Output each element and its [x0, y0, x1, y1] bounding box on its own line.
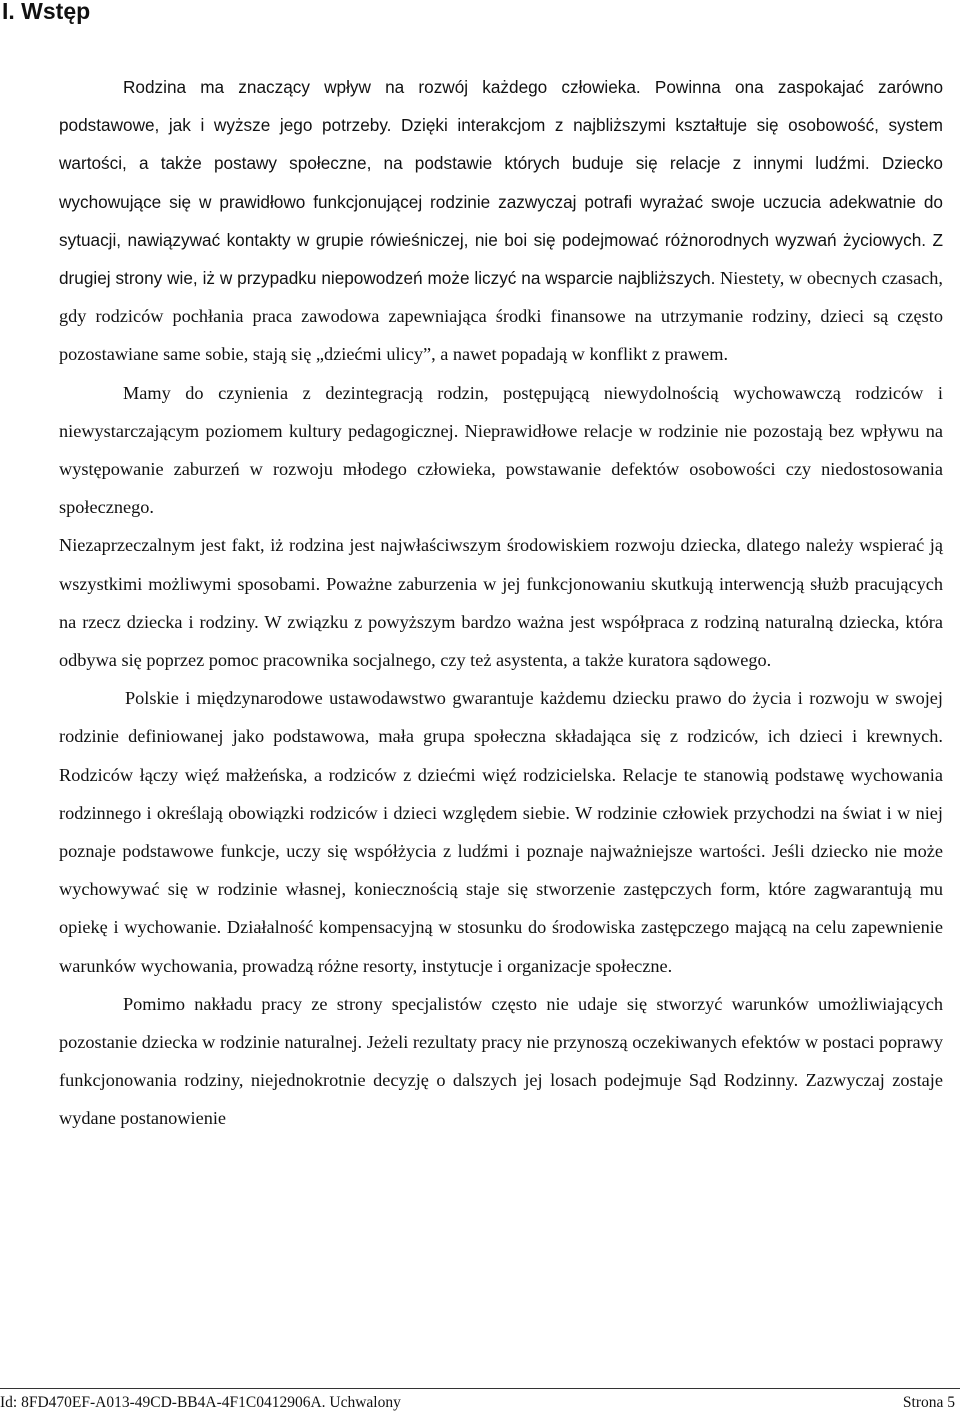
document-id: Id: 8FD470EF-A013-49CD-BB4A-4F1C0412906A. Uchwalony	[0, 1394, 401, 1411]
section-heading: I. Wstęp	[2, 0, 91, 24]
paragraph-1	[59, 68, 943, 374]
paragraph-text: Niezaprzeczalnym jest fakt, iż rodzina jest najwłaściwszym środowiskiem rozwoju dziecka, dlatego należy wspierać ją wszystkimi możliwymi sposobami. Poważne zaburzenia w jej funkcjonowaniu skutkują interwencją służb pracujących na rzecz dziecka i rodziny. W związku z powyższym bardzo ważna jest współpraca z rodziną naturalną dziecka, która odbywa się poprzez pomoc pracownika socjalnego, czy też asystenta, a także kuratora sądowego.	[59, 535, 943, 671]
paragraph-4	[59, 679, 943, 985]
paragraph-text: Mamy do czynienia z dezintegracją rodzin, postępującą niewydolnością wychowawczą rodziców i niewystarczającym poziomem kultury pedagogicznej. Nieprawidłowe relacje w rodzinie nie pozostają bez wpływu na występowanie zaburzeń w rozwoju młodego człowieka, powstawanie defektów osobowości czy niedostosowania społecznego.	[59, 382, 943, 518]
paragraph-2	[59, 374, 943, 527]
paragraph-5	[59, 985, 943, 1138]
paragraph-text: Rodzina ma znaczący wpływ na rozwój każdego człowieka. Powinna ona zaspokajać zarówno podstawowe, jak i wyższe jego potrzeby. Dzięki interakcjom z najbliższymi kształtuje się osobowość, system wartości, a także postawy społeczne, na podstawie których buduje się relacje z innymi ludźmi. Dziecko wychowujące się w prawidłowo funkcjonującej rodzinie zazwyczaj potrafi wyrażać swoje uczucia adekwatnie do sytuacji, nawiązywać kontakty w grupie rówieśniczej, nie boi się podejmować różnorodnych wyzwań życiowych. Z drugiej strony wie, iż w przypadku niepowodzeń może liczyć na wsparcie najbliższych.	[59, 77, 943, 289]
paragraph-3	[59, 526, 943, 679]
footer-divider	[0, 1388, 960, 1389]
paragraph-text: Polskie i międzynarodowe ustawodawstwo gwarantuje każdemu dziecku prawo do życia i rozwoju w swojej rodzinie definiowanej jako podstawowa, mała grupa społeczna składająca się z rodziców, ich dzieci i krewnych. Rodziców łączy więź małżeńska, a rodziców z dziećmi więź rodzicielska. Relacje te stanowią podstawę wychowania rodzinnego i określają obowiązki rodziców i dzieci względem siebie. W rodzinie człowiek przychodzi na świat i w niej poznaje podstawowe funkcje, uczy się współżycia z ludźmi i poznaje najważniejsze wartości. Jeśli dziecko nie może wychowywać się w rodzinie własnej, koniecznością staje się stworzenie zastępczych form, które zagwarantują mu opiekę i wychowanie. Działalność kompensacyjną w stosunku do środowiska zastępczego mającą na celu zapewnienie warunków wychowania, prowadzą różne resorty, instytucje i organizacje społeczne.	[59, 688, 943, 976]
document-body	[59, 68, 943, 1138]
page-number: Strona 5	[902, 1394, 955, 1411]
paragraph-text: Pomimo nakładu pracy ze strony specjalistów często nie udaje się stworzyć warunków umożliwiających pozostanie dziecka w rodzinie naturalnej. Jeżeli rezultaty pracy nie przynoszą oczekiwanych efektów w postaci poprawy funkcjonowania rodziny, niejednokrotnie decyzję o dalszych jej losach podejmuje Sąd Rodzinny. Zazwyczaj zostaje wydane postanowienie	[59, 993, 943, 1129]
paragraph-text: Niestety, w obecnych czasach, gdy rodziców pochłania praca zawodowa zapewniająca środki finansowe na utrzymanie rodziny, dzieci są często pozostawiane same sobie, stają się „dziećmi ulicy”, a nawet popadają w konflikt z prawem.	[59, 268, 944, 365]
